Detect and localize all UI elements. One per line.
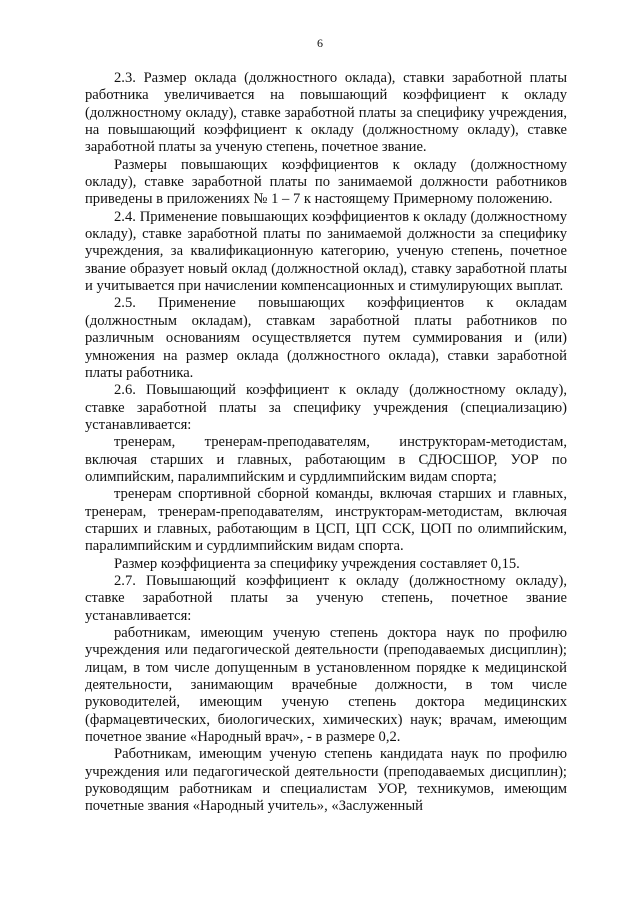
- list-item-trainers: тренерам, тренерам-преподавателям, инструкторам-методистам, включая старших и главных, работающим в СДЮСШОР, УОР по олимпийским, паралимпийским и сурдлимпийским видам спорта;: [85, 434, 567, 485]
- paragraph-2-5: 2.5. Применение повышающих коэффициентов к окладам (должностным окладам), ставкам заработной платы работников по различным основаниям осуществляется путем суммирования и (или) умножения на размер оклада (должностного оклада), ставки заработной платы работника.: [85, 295, 567, 381]
- list-item-team-trainers: тренерам спортивной сборной команды, включая старших и главных, тренерам, тренерам-преподавателям, инструкторам-методистам, включая старших и главных, работающим в ЦСП, ЦП ССК, ЦОП по олимпийским, паралимпийским и сурдлимпийским видам спорта.: [85, 486, 567, 555]
- paragraph-coefficient-sizes: Размеры повышающих коэффициентов к окладу (должностному окладу), ставке заработной платы по занимаемой должности работников приведены в приложениях № 1 – 7 к настоящему Примерному положению.: [85, 156, 567, 208]
- list-item-doctors-of-science: работникам, имеющим ученую степень доктора наук по профилю учреждения или педагогической деятельности (преподаваемых дисциплин); лицам, в том числе допущенным в установленном порядке к медицинской деятельности, занимающим врачебные должности, в том числе руководителей, имеющим ученую степень доктора медицинских (фармацевтических, биологических, химических) наук; врачам, имеющим почетное звание «Народный врач», - в размере 0,2.: [85, 625, 567, 746]
- paragraph-2-4: 2.4. Применение повышающих коэффициентов к окладу (должностному окладу), ставке заработной платы по занимаемой должности за специфику учреждения, за квалификационную категорию, ученую степень, почетное звание образует новый оклад (должностной оклад), ставку заработной платы и учитывается при начислении компенсационных и стимулирующих выплат.: [85, 208, 567, 295]
- page-number: 6: [317, 36, 323, 50]
- paragraph-candidates-of-science: Работникам, имеющим ученую степень кандидата наук по профилю учреждения или педагогической деятельности (преподаваемых дисциплин); руководящим работникам и специалистам УОР, техникумов, имеющим почетные звания «Народный учитель», «Заслуженный: [85, 746, 567, 815]
- paragraph-coefficient-value: Размер коэффициента за специфику учреждения составляет 0,15.: [114, 555, 520, 572]
- paragraph-2-7: 2.7. Повышающий коэффициент к окладу (должностному окладу), ставке заработной платы за ученую степень, почетное звание устанавливается:: [85, 572, 567, 624]
- paragraph-2-6: 2.6. Повышающий коэффициент к окладу (должностному окладу), ставке заработной платы за специфику учреждения (специализацию) устанавливается:: [85, 382, 567, 433]
- paragraph-2-3: 2.3. Размер оклада (должностного оклада), ставки заработной платы работника увеличивается на повышающий коэффициент к окладу (должностному окладу), ставке заработной платы за специфику учреждения, на повышающий коэффициент к окладу (должностному окладу), ставке заработной платы за ученую степень, почетное звание.: [85, 70, 567, 156]
- document-body: [85, 70, 567, 816]
